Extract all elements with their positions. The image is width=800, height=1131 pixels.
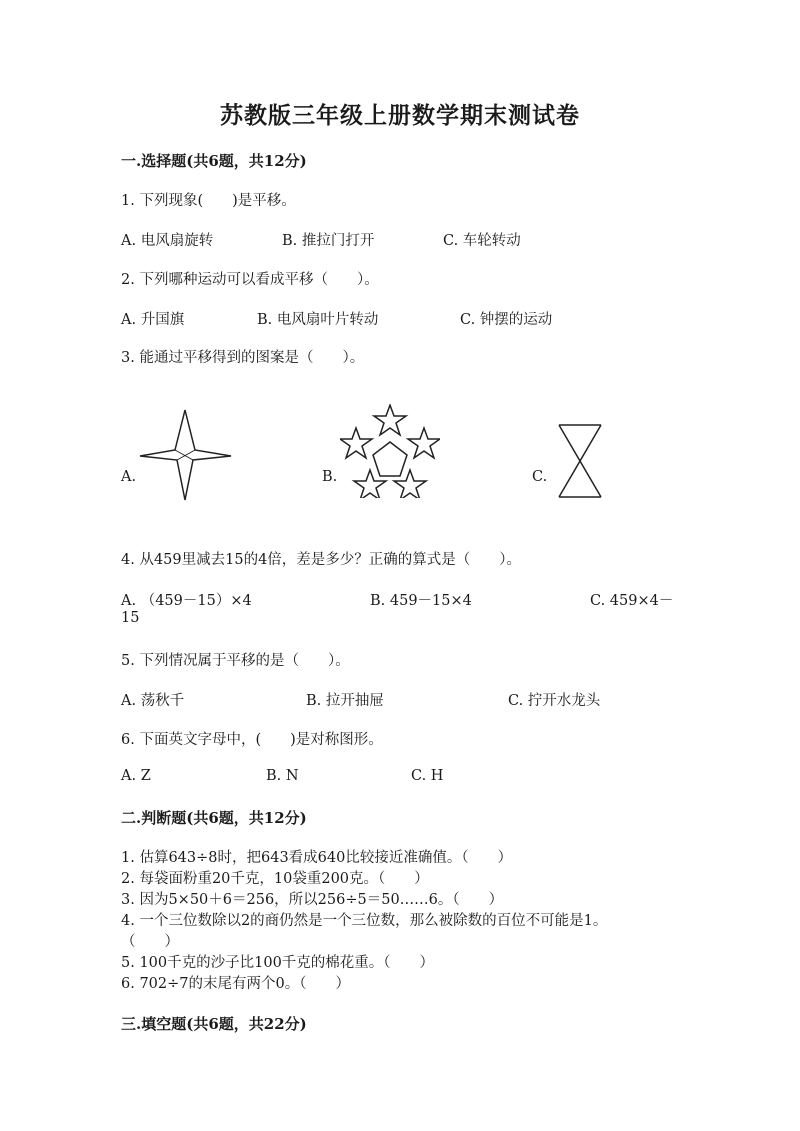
judgement-item-1: 1. 估算643÷8时，把643看成640比较接近准确值。（ ）: [121, 850, 513, 866]
four-point-star-icon: [138, 408, 234, 502]
judgement-item-2: 2. 每袋面粉重20千克，10袋重200克。（ ）: [121, 871, 429, 887]
judgement-item-6: 6. 702÷7的末尾有两个0。（ ）: [121, 976, 350, 992]
section-heading-true-false: 二.判断题(共6题，共12分): [121, 809, 307, 827]
question-2: 2. 下列哪种运动可以看成平移（ ）。: [121, 272, 379, 288]
section-heading-choice: 一.选择题(共6题，共12分): [121, 152, 307, 170]
question-6-option-a: A. Z: [121, 768, 151, 784]
judgement-item-4: 4. 一个三位数除以2的商仍然是一个三位数，那么被除数的百位不可能是1。: [121, 913, 608, 929]
question-4-option-a: A. （459－15）×4: [121, 593, 252, 609]
hourglass-icon: [556, 422, 604, 500]
question-3-option-b: B.: [322, 469, 338, 485]
question-5-option-c: C. 拧开水龙头: [508, 693, 601, 709]
question-4: 4. 从459里减去15的4倍，差是多少？正确的算式是（ ）。: [121, 552, 522, 568]
page-title: 苏教版三年级上册数学期末测试卷: [220, 102, 580, 129]
question-4-option-b: B. 459－15×4: [370, 593, 472, 609]
question-4-option-c-continued: 15: [121, 610, 140, 626]
section-heading-fill-blank: 三.填空题(共6题，共22分): [121, 1015, 307, 1033]
judgement-item-5: 5. 100千克的沙子比100千克的棉花重。（ ）: [121, 955, 435, 971]
question-5-option-b: B. 拉开抽屉: [306, 693, 384, 709]
question-3-option-a: A.: [121, 469, 137, 485]
question-1: 1. 下列现象( )是平移。: [121, 193, 296, 209]
question-5: 5. 下列情况属于平移的是（ ）。: [121, 653, 350, 669]
question-6-option-c: C. H: [411, 768, 444, 784]
question-2-option-a: A. 升国旗: [121, 312, 185, 328]
question-2-option-b: B. 电风扇叶片转动: [257, 312, 379, 328]
question-5-option-a: A. 荡秋千: [121, 693, 185, 709]
judgement-item-4-answer-blank: （ ）: [121, 934, 179, 950]
question-1-option-c: C. 车轮转动: [443, 233, 521, 249]
question-1-option-b: B. 推拉门打开: [282, 233, 375, 249]
question-1-option-a: A. 电风扇旋转: [121, 233, 214, 249]
judgement-item-3: 3. 因为5×50＋6＝256，所以256÷5＝50……6。（ ）: [121, 892, 504, 908]
question-3: 3. 能通过平移得到的图案是（ ）。: [121, 350, 365, 366]
question-2-option-c: C. 钟摆的运动: [460, 312, 553, 328]
question-4-option-c: C. 459×4－: [590, 593, 674, 609]
question-6-option-b: B. N: [266, 768, 299, 784]
question-3-option-c: C.: [532, 469, 548, 485]
question-6: 6. 下面英文字母中，( )是对称图形。: [121, 732, 383, 748]
five-stars-ring-icon: [340, 404, 440, 498]
